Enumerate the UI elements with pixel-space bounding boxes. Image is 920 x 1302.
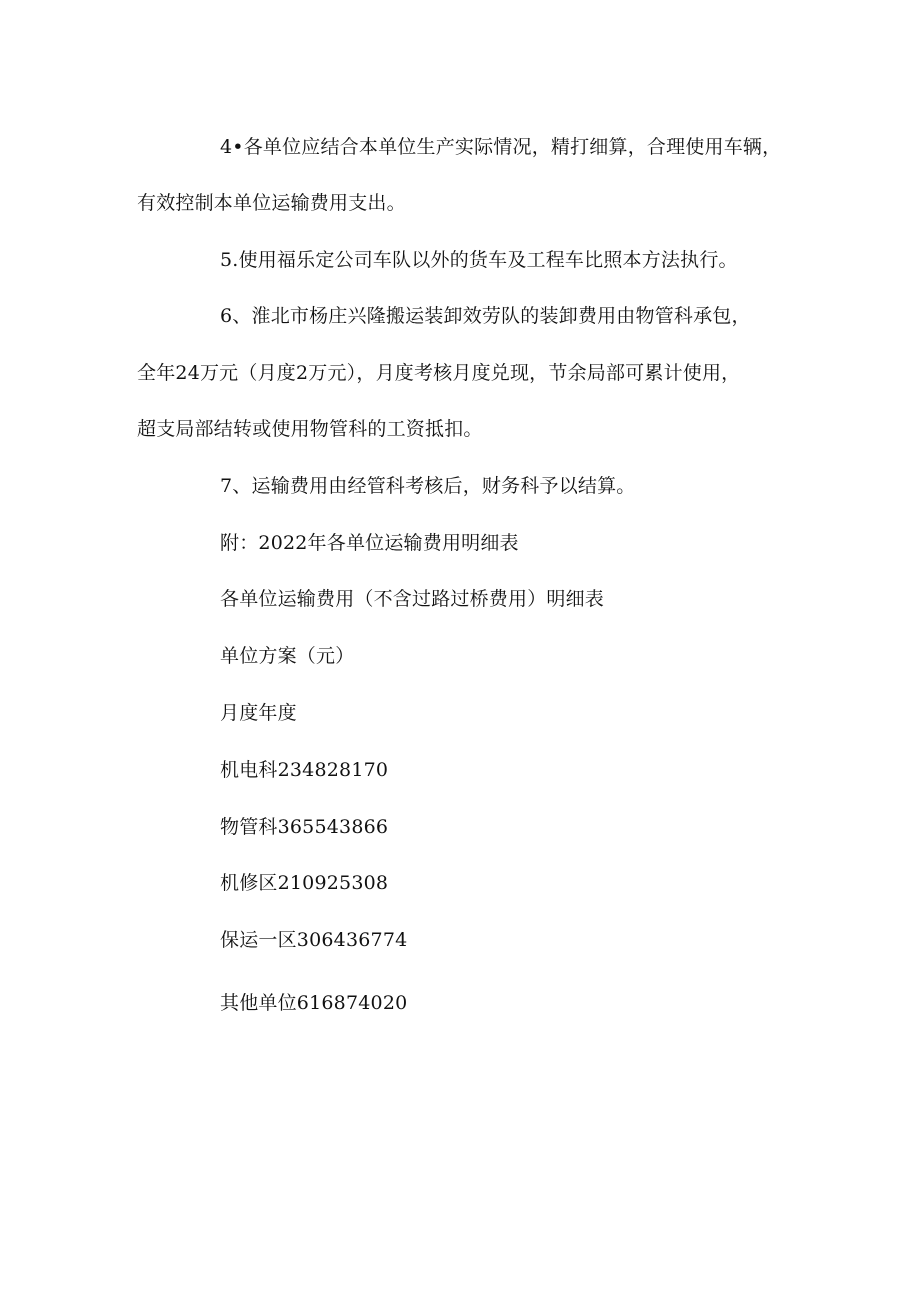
table-row: 保运一区306436774	[220, 929, 408, 951]
paragraph-5-line-1: 5.使用福乐定公司车队以外的货车及工程车比照本方法执行。	[220, 249, 738, 271]
table-row: 物管科365543866	[220, 816, 389, 838]
table-header-unit-plan: 单位方案（元）	[220, 645, 355, 667]
table-header-period: 月度年度	[220, 702, 297, 724]
paragraph-6-line-3: 超支局部结转或使用物管科的工资抵扣。	[137, 418, 483, 440]
table-row: 机电科234828170	[220, 759, 389, 781]
table-row: 其他单位616874020	[220, 992, 408, 1014]
paragraph-6-line-1: 6、淮北市杨庄兴隆搬运装卸效劳队的装卸费用由物管科承包，	[220, 305, 751, 327]
appendix-title: 附：2022年各单位运输费用明细表	[220, 532, 519, 554]
table-row: 机修区210925308	[220, 872, 389, 894]
paragraph-7-line-1: 7、运输费用由经管科考核后，财务科予以结算。	[220, 475, 636, 497]
paragraph-6-line-2: 全年24万元（月度2万元），月度考核月度兑现，节余局部可累计使用，	[137, 362, 741, 384]
paragraph-4-line-2: 有效控制本单位运输费用支出。	[137, 192, 406, 214]
paragraph-4-line-1: 4•各单位应结合本单位生产实际情况，精打细算，合理使用车辆，	[220, 136, 782, 158]
table-title: 各单位运输费用（不含过路过桥费用）明细表	[220, 588, 605, 610]
